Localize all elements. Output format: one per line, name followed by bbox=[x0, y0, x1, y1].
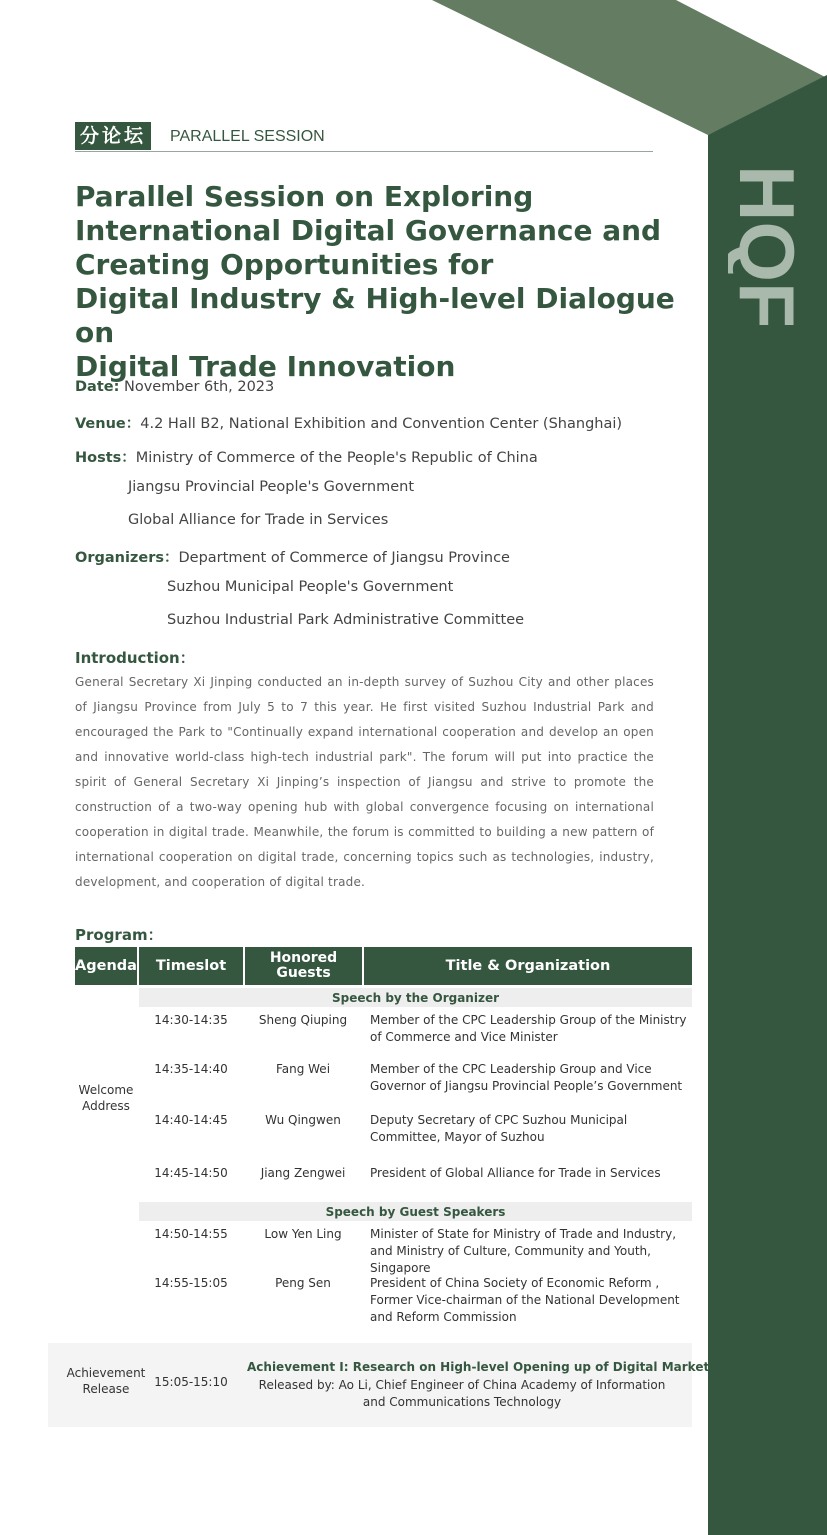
column-header-timeslot: Timeslot bbox=[139, 947, 243, 985]
row-time: 14:55-15:05 bbox=[154, 1276, 228, 1290]
row-guest: Low Yen Ling bbox=[264, 1227, 342, 1241]
welcome-address-label: Welcome Address bbox=[78, 1083, 134, 1113]
column-header-guests bbox=[245, 947, 362, 985]
host-item: Jiangsu Provincial People's Government bbox=[128, 479, 415, 495]
tag-english: PARALLEL SESSION bbox=[170, 128, 325, 145]
host-item: Ministry of Commerce of the People's Republic of China bbox=[135, 450, 538, 466]
hqf-logo-mark bbox=[728, 165, 813, 325]
hqf-logo-text: HQF bbox=[728, 165, 811, 325]
row-time: 14:50-14:55 bbox=[154, 1227, 228, 1241]
hosts-label: Hosts： bbox=[75, 450, 136, 466]
row-guest: Wu Qingwen bbox=[265, 1113, 341, 1127]
venue-label: Venue： bbox=[75, 416, 141, 432]
organizers-row bbox=[75, 546, 510, 567]
row-guest: Fang Wei bbox=[275, 1062, 331, 1076]
guest-speakers-band: Speech by Guest Speakers bbox=[139, 1202, 692, 1221]
row-title: Minister of State for Ministry of Trade and Industry, and Ministry of Culture, Community and Youth, Singapore bbox=[370, 1227, 677, 1275]
row-title: Member of the CPC Leadership Group and Vice Governor of Jiangsu Provincial People’s Government bbox=[370, 1062, 683, 1093]
venue-row bbox=[75, 412, 622, 433]
title-line: Digital Trade Innovation bbox=[75, 350, 456, 383]
title-line: Digital Industry & High-level Dialogue on bbox=[75, 282, 675, 349]
program-heading: Program： bbox=[75, 926, 163, 944]
introduction-heading: Introduction： bbox=[75, 649, 195, 667]
introduction-text: General Secretary Xi Jinping conducted an in-depth survey of Suzhou City and other places of Jiangsu Province from July 5 to 7 this year. He first visited Suzhou Industrial Park and encouraged the Park to "Continually expand international cooperation and develop an open and innovative world-class high-tech industrial park". The forum will put into practice the spirit of General Secretary Xi Jinping’s inspection of Jiangsu and strive to promote the construction of a two-way opening hub with global convergence focusing on international cooperation in digital trade. Meanwhile, the forum is committed to building a new pattern of international cooperation on digital trade, concerning topics such as technologies, industry, development, and cooperation of digital trade. bbox=[75, 675, 654, 889]
row-guest: Jiang Zengwei bbox=[260, 1166, 346, 1180]
date-row bbox=[75, 379, 274, 395]
organizer-band: Speech by the Organizer bbox=[139, 988, 692, 1007]
row-title: President of China Society of Economic Reform , Former Vice-chairman of the National Development and Reform Commission bbox=[370, 1276, 680, 1324]
title-line: International Digital Governance and bbox=[75, 214, 662, 247]
row-guest: Peng Sen bbox=[275, 1276, 331, 1290]
row-guest: Sheng Qiuping bbox=[258, 1013, 348, 1027]
achievement-title: Achievement I: Research on High-level Opening up of Digital Markets bbox=[247, 1360, 717, 1374]
row-title: President of Global Alliance for Trade in Services bbox=[370, 1166, 661, 1180]
tag-chinese: 分论坛 bbox=[75, 122, 151, 150]
row-time: 14:40-14:45 bbox=[154, 1113, 228, 1127]
column-header-agenda: Agenda bbox=[75, 947, 137, 985]
venue-value: 4.2 Hall B2, National Exhibition and Convention Center (Shanghai) bbox=[140, 416, 623, 432]
organizer-item: Suzhou Municipal People's Government bbox=[167, 579, 454, 595]
host-item: Global Alliance for Trade in Services bbox=[128, 512, 389, 528]
row-time: 14:45-14:50 bbox=[154, 1166, 228, 1180]
achievement-released-by: Released by: Ao Li, Chief Engineer of China Academy of Information and Communications Technology bbox=[258, 1378, 666, 1409]
date-value: November 6th, 2023 bbox=[124, 379, 275, 395]
achievement-agenda: Achievement Release bbox=[66, 1366, 146, 1396]
title-line: Parallel Session on Exploring bbox=[75, 180, 534, 213]
column-header-title: Title & Organization bbox=[364, 947, 692, 985]
organizers-label: Organizers： bbox=[75, 550, 179, 566]
column-header-guests-label: Honored Guests bbox=[269, 950, 338, 981]
date-label: Date: bbox=[75, 379, 120, 395]
row-title: Member of the CPC Leadership Group of the Ministry of Commerce and Vice Minister bbox=[370, 1013, 687, 1044]
achievement-time: 15:05-15:10 bbox=[154, 1375, 228, 1389]
page-title bbox=[75, 180, 675, 384]
title-line: Creating Opportunities for bbox=[75, 248, 494, 281]
session-tag bbox=[75, 122, 653, 152]
hqf-logo bbox=[728, 165, 813, 325]
row-time: 14:35-14:40 bbox=[154, 1062, 228, 1076]
organizer-item: Suzhou Industrial Park Administrative Committee bbox=[167, 612, 525, 628]
row-time: 14:30-14:35 bbox=[154, 1013, 228, 1027]
row-title: Deputy Secretary of CPC Suzhou Municipal Committee, Mayor of Suzhou bbox=[370, 1113, 628, 1144]
organizer-item: Department of Commerce of Jiangsu Province bbox=[178, 550, 510, 566]
hosts-row bbox=[75, 446, 538, 467]
